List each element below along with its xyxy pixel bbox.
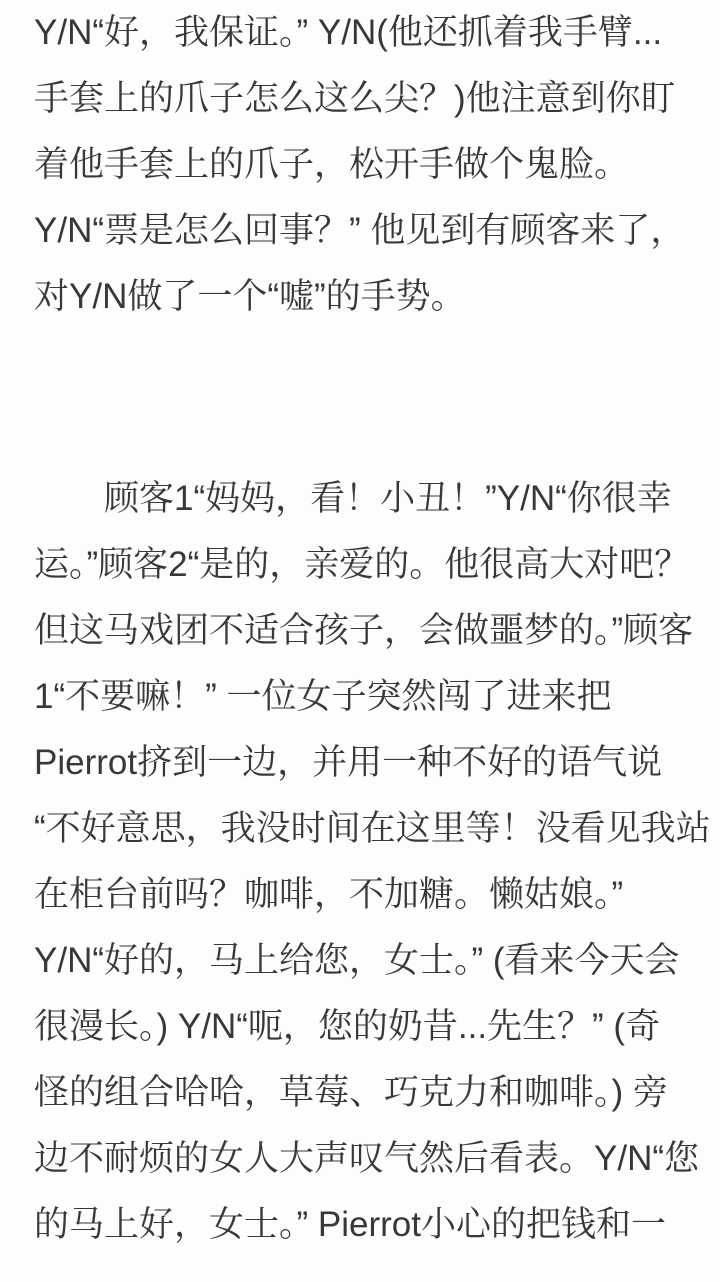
text-line: Y/N“好的，马上给您，女士。” (看来今天会 <box>34 941 680 980</box>
text-line: 边不耐烦的女人大声叹气然后看表。Y/N“您 <box>34 1139 700 1178</box>
text-line: 顾客1“妈妈，看！小丑！”Y/N“你很幸 <box>104 479 672 518</box>
text-line: 手套上的爪子怎么这么尖？)他注意到你盯 <box>34 79 676 118</box>
text-line: 着他手套上的爪子，松开手做个鬼脸。 <box>34 145 630 184</box>
text-line: 在柜台前吗？咖啡，不加糖。懒姑娘。” <box>34 875 624 914</box>
text-line: 的马上好，女士。” Pierrot小心的把钱和一 <box>34 1205 666 1244</box>
text-line: 运。”顾客2“是的，亲爱的。他很高大对吧？ <box>34 545 690 584</box>
text-line: Y/N“票是怎么回事？” 他见到有顾客来了， <box>34 211 686 250</box>
text-line: 怪的组合哈哈，草莓、巧克力和咖啡。) 旁 <box>34 1073 668 1112</box>
paragraph-2 <box>34 466 711 1258</box>
text-line: 1“不要嘛！” 一位女子突然闯了进来把 <box>34 677 612 716</box>
text-line: Y/N“好，我保证。” Y/N(他还抓着我手臂... <box>34 13 663 52</box>
text-line: 但这马戏团不适合孩子，会做噩梦的。”顾客 <box>34 611 694 650</box>
text-line: “不好意思，我没时间在这里等！没看见我站 <box>34 809 711 848</box>
text-line: 很漫长。) Y/N“呃，您的奶昔...先生？” (奇 <box>34 1007 661 1046</box>
text-line: Pierrot挤到一边，并用一种不好的语气说 <box>34 743 663 782</box>
paragraph-1 <box>34 0 686 330</box>
text-line: 对Y/N做了一个“嘘”的手势。 <box>34 277 466 316</box>
